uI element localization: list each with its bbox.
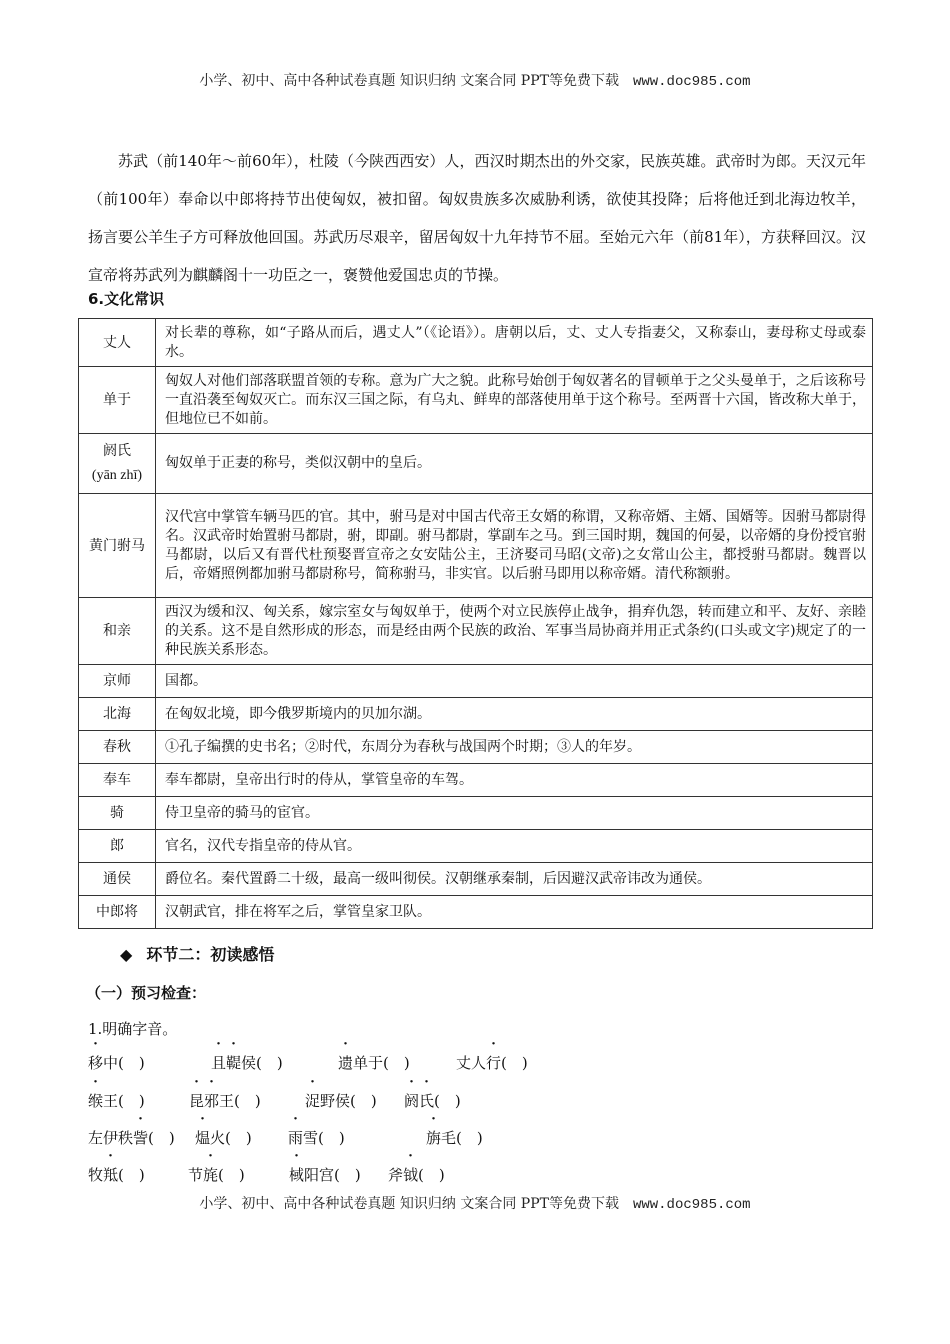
glossary-term [79, 731, 156, 764]
item-suffix: 王( ) [103, 1092, 145, 1110]
glossary-definition: 匈奴单于正妻的称号，类似汉朝中的皇后。 [156, 434, 873, 494]
footer-text: 小学、初中、高中各种试卷真题 知识归纳 文案合同 PPT等免费下载 [199, 1196, 619, 1212]
term-text: 通侯 [103, 871, 131, 887]
dotted-character: 邪 [204, 1092, 220, 1110]
item-suffix: 毛( ) [441, 1129, 483, 1147]
glossary-term [79, 367, 156, 434]
item-suffix: 王( ) [219, 1092, 261, 1110]
item-prefix: 斧 [388, 1166, 404, 1184]
glossary-term [79, 830, 156, 863]
glossary-row [79, 797, 873, 830]
section2-heading [120, 942, 274, 965]
subsection-title: （一）预习检查： [86, 984, 207, 1002]
item-prefix: 左伊秩 [88, 1129, 134, 1147]
dotted-character: 缑 [88, 1092, 104, 1110]
glossary-term [79, 598, 156, 665]
glossary-term [79, 698, 156, 731]
item-suffix: ( ) [148, 1129, 175, 1147]
item-suffix: 阳宫( ) [304, 1166, 361, 1184]
term-pinyin: (yān zhī) [91, 468, 143, 483]
dotted-character: 移 [88, 1054, 104, 1072]
pronunciation-item [211, 1052, 283, 1073]
dotted-character: 鞮 [226, 1054, 242, 1072]
glossary-definition: 奉车都尉，皇帝出行时的侍从，掌管皇帝的车驾。 [156, 764, 873, 797]
glossary-definition: 匈奴人对他们部落联盟首领的专称。意为广大之貌。此称号始创于匈奴著名的冒顿单于之父头曼单于，之后该称号一直沿袭至匈奴灭亡。而东汉三国之际，有乌丸、鲜卑的部落使用单于这个称号。至两晋十六国，皆改称大单于，但地位已不如前。 [156, 367, 873, 434]
dotted-character: 旃 [426, 1129, 442, 1147]
pronunciation-item [88, 1052, 145, 1073]
pronunciation-item [456, 1052, 528, 1073]
dotted-character: 氏 [419, 1092, 435, 1110]
header-url[interactable]: www.doc985.com [632, 74, 751, 90]
glossary-row [79, 434, 873, 494]
dotted-character: 钺 [403, 1166, 419, 1184]
glossary-table [78, 318, 873, 929]
glossary-row [79, 665, 873, 698]
dotted-character: 旄 [203, 1166, 219, 1184]
pronunciation-item [88, 1127, 175, 1148]
glossary-row [79, 598, 873, 665]
item-suffix: ( ) [218, 1166, 245, 1184]
glossary-definition: 官名，汉代专指皇帝的侍从官。 [156, 830, 873, 863]
pronunciation-item [426, 1127, 483, 1148]
item-suffix: 侯( ) [241, 1054, 283, 1072]
glossary-term [79, 797, 156, 830]
glossary-definition: 西汉为缓和汉、匈关系，嫁宗室女与匈奴单于，使两个对立民族停止战争，捐弃仇怨，转而建立和平、友好、亲睦的关系。这不是自然形成的形态，而是经由两个民族的政治、军事当局协商并用正式条约(口头或文字)规定了的一种民族关系形态。 [156, 598, 873, 665]
dotted-character [189, 1092, 219, 1110]
glossary-row [79, 367, 873, 434]
glossary-term [79, 494, 156, 598]
item-prefix: 节 [188, 1166, 204, 1184]
item-suffix: ( ) [418, 1166, 445, 1184]
dotted-character: 浞 [305, 1092, 321, 1110]
dotted-character: 羝 [103, 1166, 119, 1184]
term-text: 京师 [103, 673, 131, 689]
item-suffix: ( ) [118, 1166, 145, 1184]
term-text: 北海 [103, 706, 131, 722]
glossary-definition: 侍卫皇帝的骑马的宦官。 [156, 797, 873, 830]
dotted-character: 行 [486, 1054, 502, 1072]
pronunciation-item [289, 1164, 361, 1185]
glossary-definition: 爵位名。秦代置爵二十级，最高一级叫彻侯。汉朝继承秦制，后因避汉武帝讳改为通侯。 [156, 863, 873, 896]
pronunciation-item [305, 1090, 377, 1111]
item-prefix: 丈人 [456, 1054, 487, 1072]
term-text: 春秋 [103, 739, 131, 755]
glossary-term [79, 896, 156, 929]
page-footer [0, 1193, 950, 1213]
term-text: 郎 [110, 838, 124, 854]
glossary-row [79, 863, 873, 896]
item-suffix: 中( ) [103, 1054, 145, 1072]
term-text: 单于 [103, 392, 131, 408]
section-title: 6.文化常识 [88, 290, 165, 308]
item-suffix: 单于( ) [353, 1054, 410, 1072]
glossary-row [79, 764, 873, 797]
glossary-definition: 汉朝武官，排在将军之后，掌管皇家卫队。 [156, 896, 873, 929]
pronunciation-item [88, 1090, 145, 1111]
glossary-row [79, 830, 873, 863]
dotted-character: 訾 [133, 1129, 149, 1147]
dotted-character: 昆 [189, 1092, 205, 1110]
item-suffix: ( ) [434, 1092, 461, 1110]
pronunciation-item [189, 1090, 261, 1111]
footer-url[interactable]: www.doc985.com [632, 1197, 751, 1213]
term-text: 阏氏 [103, 443, 131, 459]
term-text: 丈人 [103, 334, 131, 351]
dotted-character: 棫 [289, 1166, 305, 1184]
item-suffix: ( ) [501, 1054, 528, 1072]
glossary-row [79, 494, 873, 598]
dotted-character [211, 1054, 241, 1072]
diamond-icon: ◆ [120, 945, 133, 964]
question-1: 1.明确字音。 [88, 1020, 178, 1038]
pronunciation-item [288, 1127, 345, 1148]
term-text: 和亲 [103, 623, 131, 639]
pronunciation-item [88, 1164, 145, 1185]
glossary-definition: 国都。 [156, 665, 873, 698]
glossary-definition: 在匈奴北境，即今俄罗斯境内的贝加尔湖。 [156, 698, 873, 731]
glossary-term [79, 319, 156, 367]
pronunciation-item [404, 1090, 461, 1111]
term-text: 中郎将 [96, 904, 138, 920]
dotted-character: 遗 [338, 1054, 354, 1072]
pronunciation-item [338, 1052, 410, 1073]
glossary-term [79, 764, 156, 797]
dotted-character: 雨 [288, 1129, 304, 1147]
pronunciation-item [388, 1164, 445, 1185]
glossary-definition: ①孔子编撰的史书名；②时代，东周分为春秋与战国两个时期；③人的年岁。 [156, 731, 873, 764]
term-text: 黄门驸马 [89, 537, 145, 554]
glossary-row [79, 319, 873, 367]
glossary-definition: 对长辈的尊称，如“子路从而后，遇丈人”（《论语》）。唐朝以后，丈、丈人专指妻父，又称泰山，妻母称丈母或泰水。 [156, 319, 873, 367]
item-suffix: 火( ) [210, 1129, 252, 1147]
item-prefix: 牧 [88, 1166, 104, 1184]
term-text: 奉车 [103, 772, 131, 788]
pronunciation-item [188, 1164, 245, 1185]
dotted-character: 且 [211, 1054, 227, 1072]
dotted-character: 煴 [195, 1129, 211, 1147]
glossary-row [79, 698, 873, 731]
glossary-term [79, 863, 156, 896]
glossary-definition: 汉代宫中掌管车辆马匹的官。其中，驸马是对中国古代帝王女婿的称谓，又称帝婿、主婿、国婿等。因驸马都尉得名。汉武帝时始置驸马都尉，驸，即副。驸马都尉，掌副车之马。到三国时期，魏国的何晏，以帝婿的身份授官驸马都尉，以后又有晋代杜预娶晋宣帝之女安陆公主，王济娶司马昭(文帝)之女常山公主，都授驸马都尉。魏晋以后，帝婿照例都加驸马都尉称号，简称驸马，非实官。以后驸马即用以称帝婿。清代称额驸。 [156, 494, 873, 598]
item-suffix: 雪( ) [303, 1129, 345, 1147]
section2-title: 环节二：初读感悟 [146, 945, 275, 964]
intro-paragraph: 苏武（前140年～前60年），杜陵（今陕西西安）人，西汉时期杰出的外交家，民族英雄。武帝时为郎。天汉元年（前100年）奉命以中郎将持节出使匈奴，被扣留。匈奴贵族多次威胁利诱，欲使其投降；后将他迁到北海边牧羊，扬言要公羊生子方可释放他回国。苏武历尽艰辛，留居匈奴十九年持节不屈。至始元六年（前81年），方获释回汉。汉宣帝将苏武列为麒麟阁十一功臣之一，褒赞他爱国忠贞的节操。 [88, 152, 866, 284]
glossary-term [79, 434, 156, 494]
pronunciation-item [195, 1127, 252, 1148]
header-text: 小学、初中、高中各种试卷真题 知识归纳 文案合同 PPT等免费下载 [199, 73, 619, 89]
term-text: 骑 [110, 805, 124, 821]
dotted-character: 阏 [404, 1092, 420, 1110]
dotted-character [404, 1092, 434, 1110]
item-suffix: 野侯( ) [320, 1092, 377, 1110]
page-header [0, 70, 950, 90]
glossary-row [79, 731, 873, 764]
glossary-row [79, 896, 873, 929]
glossary-term [79, 665, 156, 698]
